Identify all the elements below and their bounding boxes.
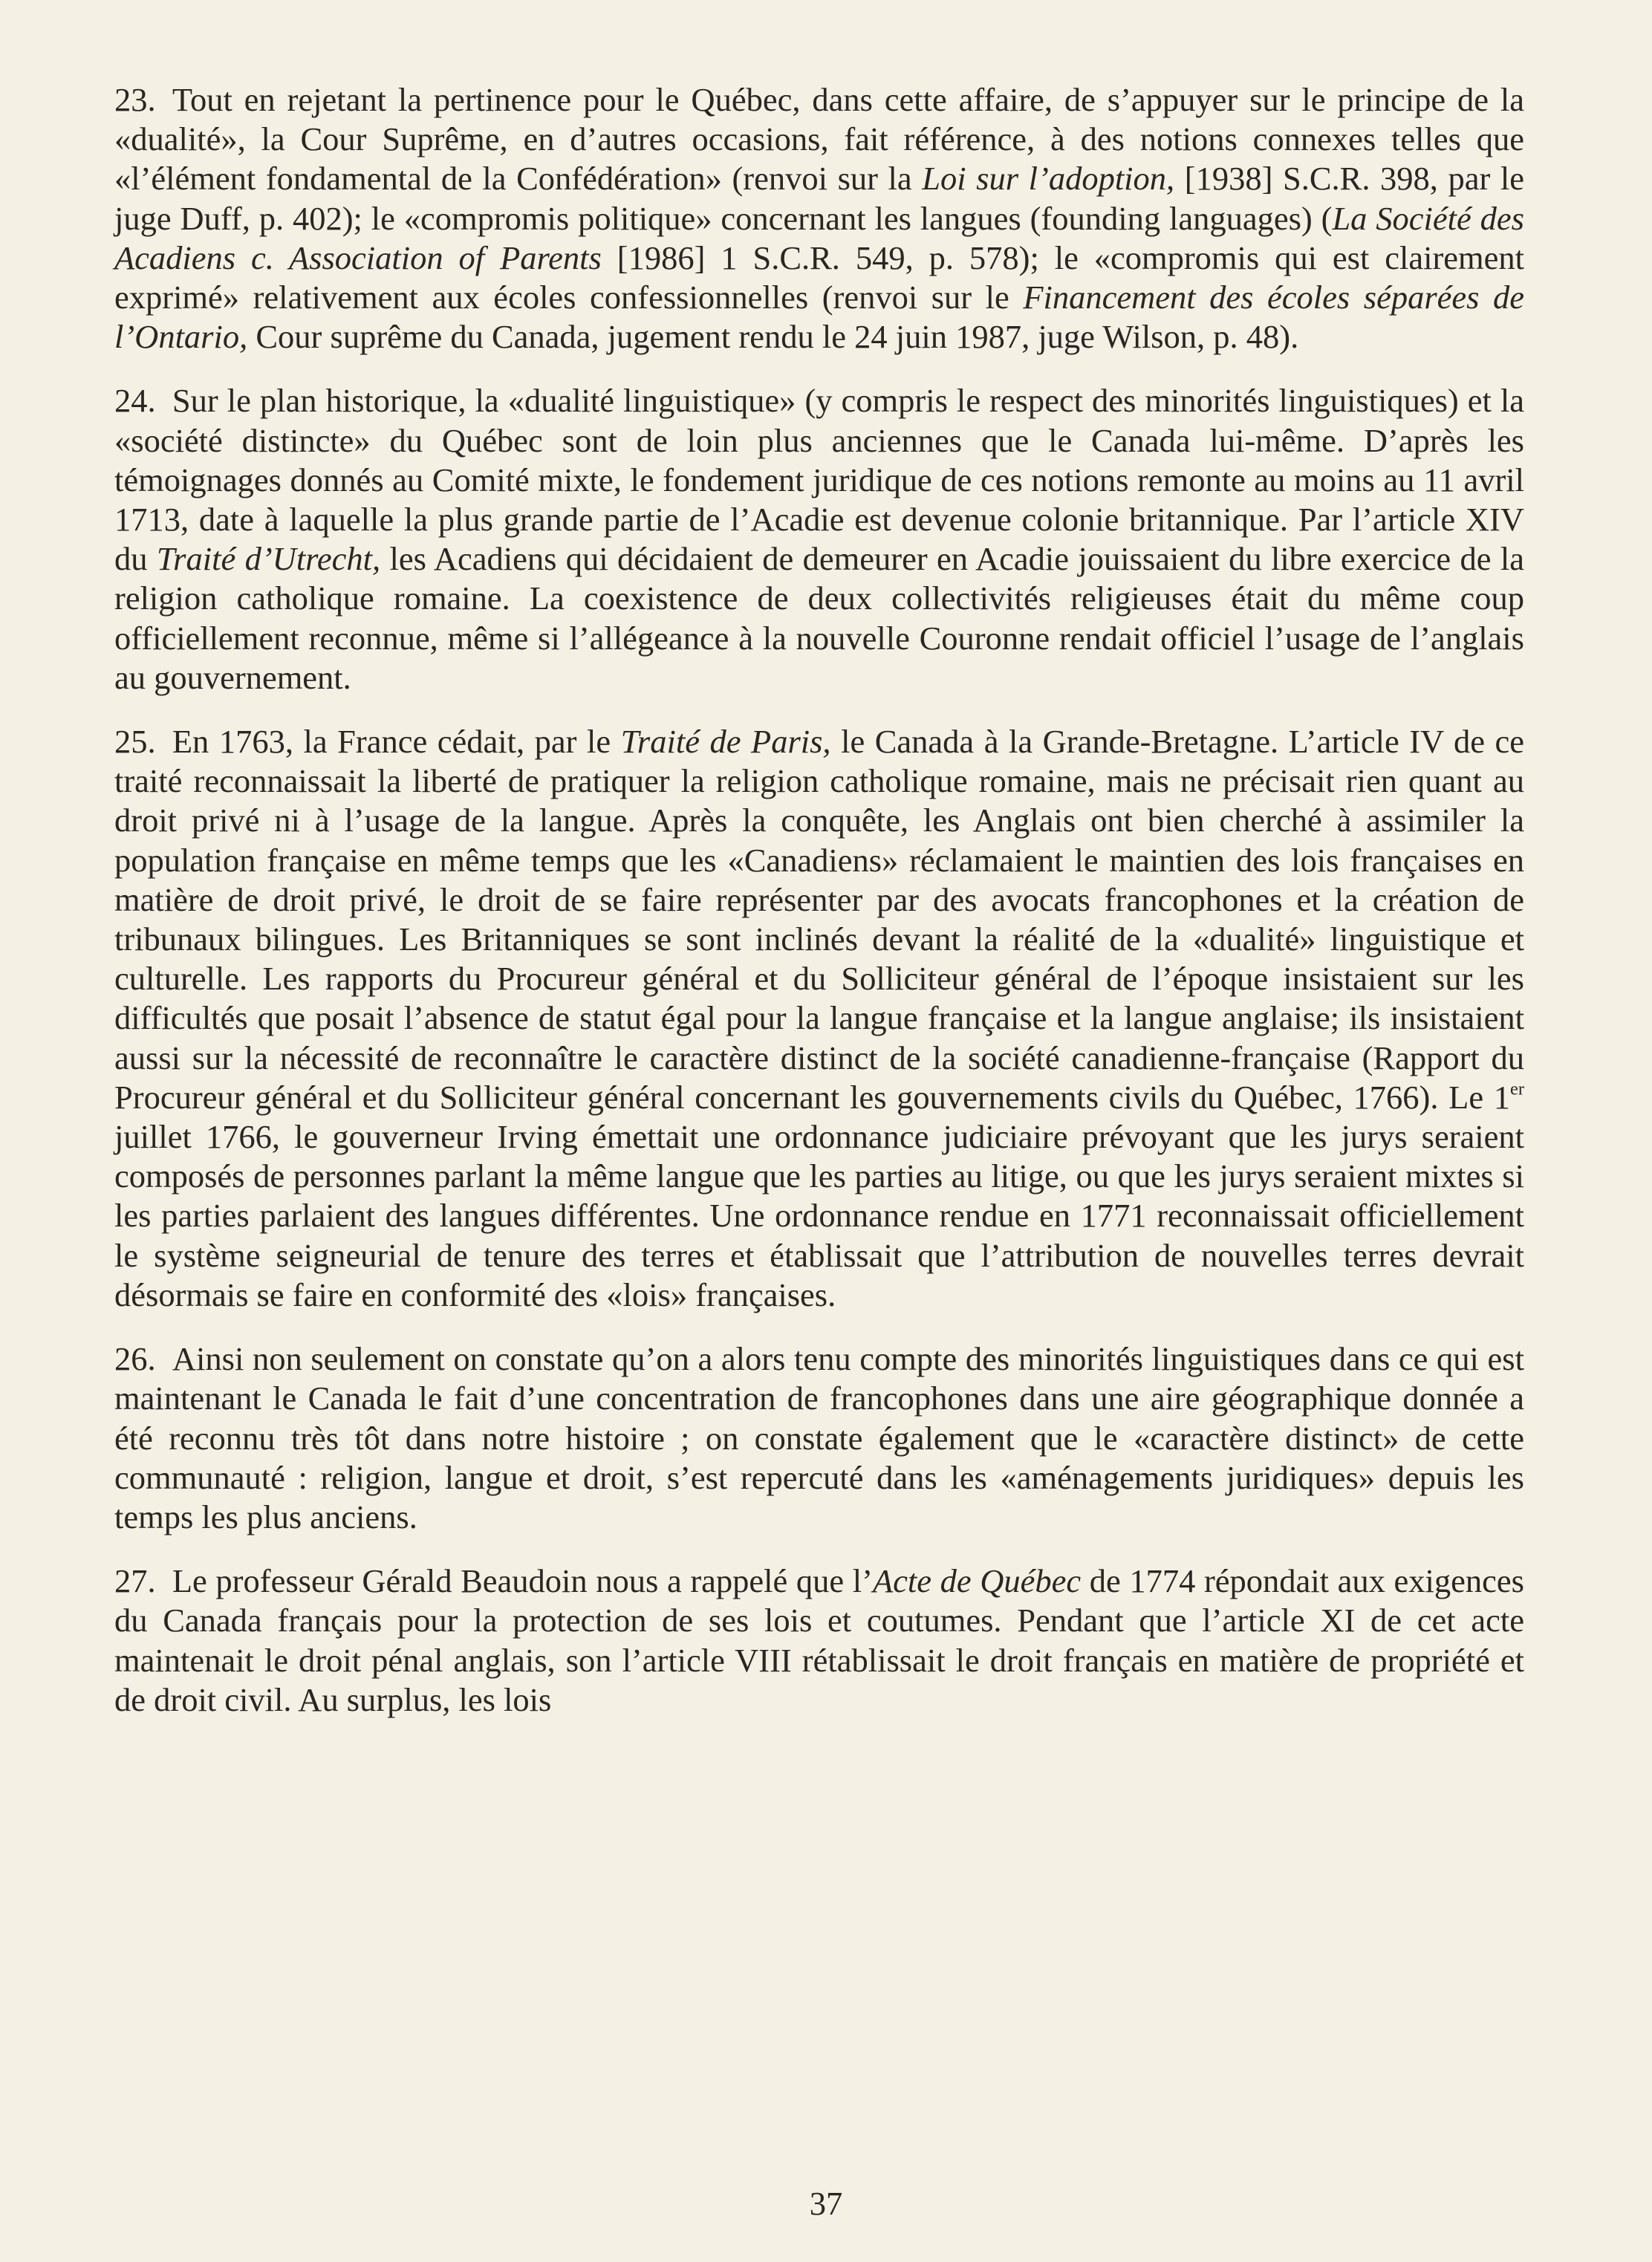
paragraph-number: 24. <box>114 382 156 420</box>
document-body <box>114 80 1524 1744</box>
superscript: er <box>1509 1079 1524 1099</box>
italic-citation: Financement des écoles séparées de l’Ontario, <box>114 279 1525 356</box>
paragraph-text: Le professeur Gérald Beaudoin nous a rappelé que l’ <box>172 1562 873 1600</box>
paragraph-23 <box>114 80 1524 357</box>
paragraph-text: Cour suprême du Canada, jugement rendu le 24 juin 1987, juge Wilson, p. 48). <box>247 318 1299 356</box>
paragraph-number: 26. <box>114 1340 156 1378</box>
italic-citation: Traité d’Utrecht, <box>156 540 381 578</box>
paragraph-text: En 1763, la France cédait, par le <box>172 723 621 761</box>
paragraph-text: [1986] 1 S.C.R. 549, p. 578); le «compromis qui est clairement exprimé» relativement aux écoles confessionnelles (renvoi sur le <box>114 238 1524 316</box>
paragraph-24 <box>114 381 1524 698</box>
paragraph-text: Ainsi non seulement on constate qu’on a alors tenu compte des minorités linguistiques dans ce qui est maintenant le Canada le fait d’une concentration de francophones dans une aire géographique donnée a été reconnu très tôt dans notre histoire ; on constate également que le «caractère distinct» de cette communauté : religion, langue et droit, s’est repercuté dans les «aménagements juridiques» depuis les temps les plus anciens. <box>114 1340 1524 1535</box>
paragraph-text: juillet 1766, le gouverneur Irving émettait une ordonnance judiciaire prévoyant que les jurys seraient composés de personnes parlant la même langue que les parties au litige, ou que les jurys seraient mixtes si les parties parlaient des langues différentes. Une ordonnance rendue en 1771 reconnaissait officiellement le système seigneurial de tenure des terres et établissait que l’attribution de nouvelles terres devrait désormais se faire en conformité des «lois» françaises. <box>114 1118 1524 1313</box>
italic-citation: Loi sur l’adoption, <box>922 160 1175 198</box>
page-number: 37 <box>809 2185 843 2222</box>
paragraph-text: [1938] S.C.R. 398, par le juge Duff, p. 402); le «compromis politique» concernant les langues (founding languages) ( <box>114 160 1524 237</box>
italic-citation: La Société des Acadiens c. Association of Parents <box>114 199 1524 276</box>
paragraph-27 <box>114 1561 1524 1720</box>
paragraph-text: les Acadiens qui décidaient de demeurer en Acadie jouissaient du libre exercice de la religion catholique romaine. La coexistence de deux collectivités religieuses était du même coup officiellement reconnue, même si l’allégeance à la nouvelle Couronne rendait officiel l’usage de l’anglais au gouvernement. <box>114 540 1524 696</box>
paragraph-number: 25. <box>114 723 156 761</box>
paragraph-text: le Canada à la Grande-Bretagne. L’article IV de ce traité reconnaissait la liberté de pratiquer la religion catholique romaine, mais ne précisait rien quant au droit privé ni à l’usage de la langue. Après la conquête, les Anglais ont bien cherché à assimiler la population française en même temps que les «Canadiens» réclamaient le maintien des lois françaises en matière de droit privé, le droit de se faire représenter par des avocats francophones et la création de tribunaux bilingues. Les Britanniques se sont inclinés devant la réalité de la «dualité» linguistique et culturelle. Les rapports du Procureur général et du Solliciteur général de l’époque insistaient sur les difficultés que posait l’absence de statut égal pour la langue française et la langue anglaise; ils insistaient aussi sur la nécessité de reconnaître le caractère distinct de la société canadienne-française (Rapport du Procureur général et du Solliciteur général concernant les gouvernements civils du Québec, 1766). Le 1 <box>114 723 1524 1116</box>
italic-citation: Acte de Québec <box>872 1562 1082 1600</box>
paragraph-text: Tout en rejetant la pertinence pour le Québec, dans cette affaire, de s’appuyer sur le principe de la «dualité», la Cour Suprême, en d’autres occasions, fait référence, à des notions connexes telles que «l’élément fondamental de la Confédération» (renvoi sur la <box>114 81 1524 198</box>
paragraph-25 <box>114 722 1524 1315</box>
paragraph-26 <box>114 1339 1524 1537</box>
paragraph-text: de 1774 répondait aux exigences du Canada français pour la protection de ses lois et coutumes. Pendant que l’article XI de cet acte maintenait le droit pénal anglais, son l’article VIII rétablissait le droit français en matière de propriété et de droit civil. Au surplus, les lois <box>114 1562 1524 1718</box>
italic-citation: Traité de Paris, <box>620 723 831 761</box>
paragraph-text: Sur le plan historique, la «dualité linguistique» (y compris le respect des minorités linguistiques) et la «société distincte» du Québec sont de loin plus anciennes que le Canada lui-même. D’après les témoignages donnés au Comité mixte, le fondement juridique de ces notions remonte au moins au 11 avril 1713, date à laquelle la plus grande partie de l’Acadie est devenue colonie britannique. Par l’article XIV du <box>114 382 1524 578</box>
paragraph-number: 23. <box>114 81 156 118</box>
paragraph-number: 27. <box>114 1562 156 1600</box>
